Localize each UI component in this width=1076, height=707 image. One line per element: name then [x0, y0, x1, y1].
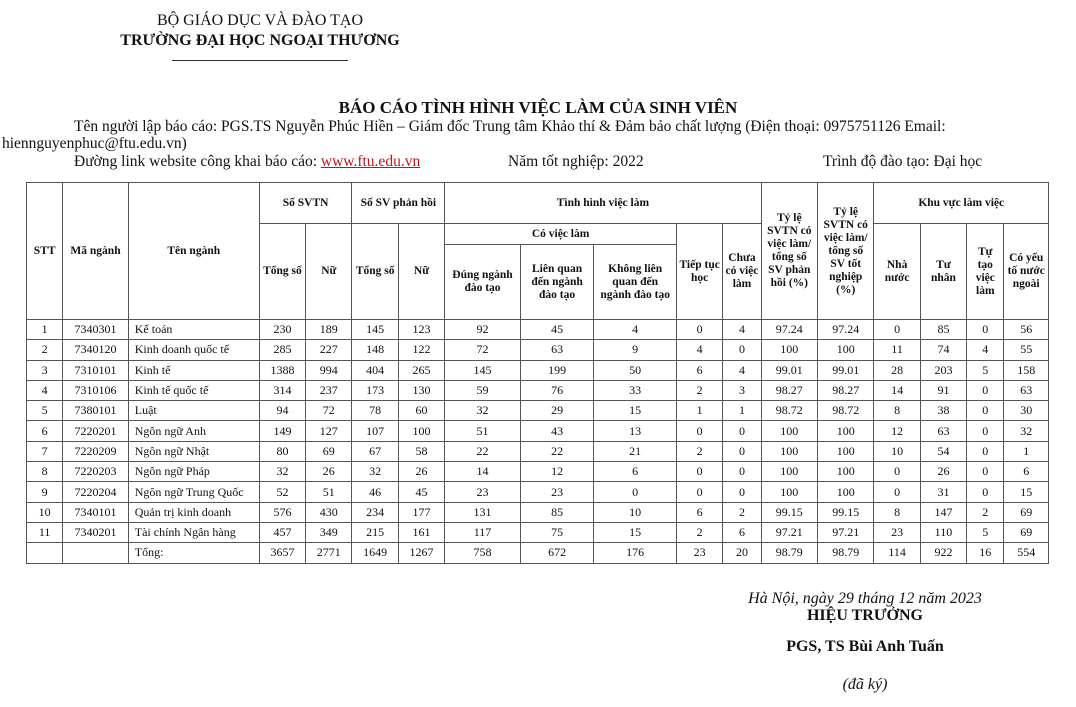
cell-in-field: 131 — [445, 502, 521, 522]
cell-graduates-female: 189 — [306, 320, 352, 340]
cell-further-study: 6 — [676, 502, 722, 522]
report-title: BÁO CÁO TÌNH HÌNH VIỆC LÀM CỦA SINH VIÊN — [338, 98, 738, 117]
cell-graduates-female: 994 — [306, 360, 352, 380]
cell-rate-responses: 100 — [761, 441, 817, 461]
cell-graduates-total: 52 — [259, 482, 305, 502]
cell-responses-female: 123 — [398, 320, 444, 340]
cell-related: 45 — [520, 320, 594, 340]
cell-responses-female: 58 — [398, 441, 444, 461]
cell-responses-female: 122 — [398, 340, 444, 360]
cell-unrelated: 50 — [594, 360, 677, 380]
cell-state: 0 — [874, 462, 920, 482]
col-state: Nhà nước — [874, 224, 920, 320]
cell-in-field: 117 — [445, 522, 521, 542]
cell-private: 74 — [920, 340, 966, 360]
cell-further-study: 0 — [676, 421, 722, 441]
cell-graduates-female: 72 — [306, 401, 352, 421]
cell-unrelated: 33 — [594, 380, 677, 400]
cell-unemployed: 4 — [723, 320, 761, 340]
cell-private: 54 — [920, 441, 966, 461]
cell-rate-responses: 97.24 — [761, 320, 817, 340]
cell-private: 31 — [920, 482, 966, 502]
col-group-employment: Tình hình việc làm — [445, 183, 761, 224]
cell-state: 114 — [874, 543, 920, 563]
cell-private: 85 — [920, 320, 966, 340]
cell-private: 922 — [920, 543, 966, 563]
website-link[interactable]: www.ftu.edu.vn — [320, 153, 421, 170]
cell-stt: 10 — [27, 502, 63, 522]
cell-unrelated: 21 — [594, 441, 677, 461]
cell-name: Ngôn ngữ Trung Quốc — [128, 482, 259, 502]
cell-code: 7380101 — [63, 401, 129, 421]
cell-further-study: 0 — [676, 482, 722, 502]
cell-self-employed: 0 — [967, 380, 1004, 400]
cell-foreign: 6 — [1004, 462, 1049, 482]
cell-unemployed: 0 — [723, 421, 761, 441]
cell-responses-female: 100 — [398, 421, 444, 441]
cell-name: Ngôn ngữ Pháp — [128, 462, 259, 482]
cell-stt — [27, 543, 63, 563]
cell-foreign: 69 — [1004, 522, 1049, 542]
cell-graduates-total: 80 — [259, 441, 305, 461]
cell-further-study: 6 — [676, 360, 722, 380]
cell-graduates-total: 1388 — [259, 360, 305, 380]
cell-name: Kinh doanh quốc tế — [128, 340, 259, 360]
cell-self-employed: 0 — [967, 482, 1004, 502]
cell-name: Tổng: — [128, 543, 259, 563]
cell-private: 63 — [920, 421, 966, 441]
col-unemployed: Chưa có việc làm — [723, 224, 761, 320]
cell-code: 7340301 — [63, 320, 129, 340]
col-graduates-female: Nữ — [306, 224, 352, 320]
cell-graduates-total: 576 — [259, 502, 305, 522]
cell-name: Kinh tế — [128, 360, 259, 380]
cell-further-study: 1 — [676, 401, 722, 421]
col-private: Tư nhân — [920, 224, 966, 320]
cell-rate-responses: 100 — [761, 482, 817, 502]
cell-self-employed: 0 — [967, 462, 1004, 482]
cell-rate-graduates: 97.21 — [818, 522, 874, 542]
cell-rate-graduates: 97.24 — [818, 320, 874, 340]
cell-in-field: 758 — [445, 543, 521, 563]
cell-graduates-total: 32 — [259, 462, 305, 482]
cell-code: 7340120 — [63, 340, 129, 360]
cell-state: 11 — [874, 340, 920, 360]
signature-role: HIỆU TRƯỞNG — [806, 607, 923, 624]
cell-in-field: 59 — [445, 380, 521, 400]
table-row — [27, 421, 1049, 441]
cell-rate-graduates: 100 — [818, 441, 874, 461]
cell-rate-graduates: 100 — [818, 421, 874, 441]
cell-further-study: 23 — [676, 543, 722, 563]
cell-code: 7220209 — [63, 441, 129, 461]
cell-unrelated: 176 — [594, 543, 677, 563]
table-row — [27, 380, 1049, 400]
cell-in-field: 145 — [445, 360, 521, 380]
cell-rate-graduates: 99.15 — [818, 502, 874, 522]
cell-rate-responses: 100 — [761, 340, 817, 360]
cell-self-employed: 0 — [967, 421, 1004, 441]
table-row — [27, 522, 1049, 542]
cell-stt: 3 — [27, 360, 63, 380]
cell-state: 23 — [874, 522, 920, 542]
table-row — [27, 441, 1049, 461]
cell-unrelated: 13 — [594, 421, 677, 441]
table-row — [27, 502, 1049, 522]
cell-related: 85 — [520, 502, 594, 522]
cell-in-field: 51 — [445, 421, 521, 441]
table-total-row — [27, 543, 1049, 563]
cell-related: 22 — [520, 441, 594, 461]
cell-stt: 6 — [27, 421, 63, 441]
cell-responses-total: 215 — [352, 522, 398, 542]
cell-graduates-female: 127 — [306, 421, 352, 441]
cell-private: 38 — [920, 401, 966, 421]
cell-code: 7310101 — [63, 360, 129, 380]
cell-unemployed: 1 — [723, 401, 761, 421]
cell-state: 12 — [874, 421, 920, 441]
cell-responses-total: 78 — [352, 401, 398, 421]
signature-name: PGS, TS Bùi Anh Tuấn — [786, 638, 944, 655]
cell-rate-responses: 99.15 — [761, 502, 817, 522]
cell-rate-graduates: 100 — [818, 462, 874, 482]
col-name: Tên ngành — [128, 183, 259, 320]
ministry-name: BỘ GIÁO DỤC VÀ ĐÀO TẠO — [156, 12, 364, 29]
cell-code: 7220203 — [63, 462, 129, 482]
cell-code: 7310106 — [63, 380, 129, 400]
cell-in-field: 23 — [445, 482, 521, 502]
cell-further-study: 2 — [676, 441, 722, 461]
cell-unemployed: 20 — [723, 543, 761, 563]
cell-related: 23 — [520, 482, 594, 502]
cell-unemployed: 3 — [723, 380, 761, 400]
cell-private: 147 — [920, 502, 966, 522]
cell-state: 14 — [874, 380, 920, 400]
cell-further-study: 2 — [676, 380, 722, 400]
col-related: Liên quan đến ngành đào tạo — [520, 245, 594, 320]
cell-code: 7340101 — [63, 502, 129, 522]
header-divider — [172, 60, 348, 61]
cell-related: 29 — [520, 401, 594, 421]
school-name: TRƯỜNG ĐẠI HỌC NGOẠI THƯƠNG — [120, 32, 400, 49]
cell-foreign: 554 — [1004, 543, 1049, 563]
cell-responses-total: 173 — [352, 380, 398, 400]
cell-graduates-female: 237 — [306, 380, 352, 400]
cell-self-employed: 4 — [967, 340, 1004, 360]
cell-further-study: 0 — [676, 462, 722, 482]
table-row — [27, 340, 1049, 360]
cell-state: 8 — [874, 502, 920, 522]
cell-unrelated: 15 — [594, 401, 677, 421]
cell-graduates-female: 430 — [306, 502, 352, 522]
cell-responses-female: 177 — [398, 502, 444, 522]
cell-self-employed: 0 — [967, 320, 1004, 340]
cell-graduates-total: 230 — [259, 320, 305, 340]
col-unrelated: Không liên quan đến ngành đào tạo — [594, 245, 677, 320]
col-further-study: Tiếp tục học — [676, 224, 722, 320]
cell-unemployed: 0 — [723, 462, 761, 482]
website-line — [74, 153, 420, 171]
cell-self-employed: 16 — [967, 543, 1004, 563]
cell-rate-responses: 98.79 — [761, 543, 817, 563]
col-group-sector: Khu vực làm việc — [874, 183, 1049, 224]
cell-unemployed: 2 — [723, 502, 761, 522]
cell-stt: 7 — [27, 441, 63, 461]
col-graduates-total: Tổng số — [259, 224, 305, 320]
cell-further-study: 2 — [676, 522, 722, 542]
cell-unrelated: 9 — [594, 340, 677, 360]
cell-responses-total: 67 — [352, 441, 398, 461]
cell-unrelated: 4 — [594, 320, 677, 340]
cell-graduates-female: 26 — [306, 462, 352, 482]
cell-rate-graduates: 98.27 — [818, 380, 874, 400]
cell-graduates-total: 149 — [259, 421, 305, 441]
col-stt: STT — [27, 183, 63, 320]
cell-graduates-total: 457 — [259, 522, 305, 542]
cell-stt: 4 — [27, 380, 63, 400]
cell-rate-graduates: 98.72 — [818, 401, 874, 421]
cell-stt: 2 — [27, 340, 63, 360]
cell-foreign: 15 — [1004, 482, 1049, 502]
cell-related: 63 — [520, 340, 594, 360]
cell-unemployed: 6 — [723, 522, 761, 542]
cell-responses-total: 234 — [352, 502, 398, 522]
table-row — [27, 401, 1049, 421]
table-row — [27, 482, 1049, 502]
report-author-email: hiennguyenphuc@ftu.edu.vn) — [2, 135, 187, 152]
cell-rate-graduates: 99.01 — [818, 360, 874, 380]
signature-date: Hà Nội, ngày 29 tháng 12 năm 2023 — [748, 590, 982, 607]
table-row — [27, 462, 1049, 482]
cell-unemployed: 0 — [723, 340, 761, 360]
cell-graduates-female: 51 — [306, 482, 352, 502]
col-group-employed: Có việc làm — [445, 224, 677, 245]
cell-rate-graduates: 98.79 — [818, 543, 874, 563]
cell-code — [63, 543, 129, 563]
signature-status: (đã ký) — [842, 676, 888, 693]
cell-related: 43 — [520, 421, 594, 441]
cell-graduates-total: 285 — [259, 340, 305, 360]
cell-self-employed: 0 — [967, 401, 1004, 421]
cell-foreign: 1 — [1004, 441, 1049, 461]
cell-rate-graduates: 100 — [818, 340, 874, 360]
cell-related: 199 — [520, 360, 594, 380]
cell-name: Ngôn ngữ Anh — [128, 421, 259, 441]
col-rate-responses: Tỷ lệ SVTN có việc làm/ tổng số SV phản hồi (%) — [761, 183, 817, 320]
cell-rate-responses: 100 — [761, 462, 817, 482]
cell-unrelated: 0 — [594, 482, 677, 502]
cell-related: 672 — [520, 543, 594, 563]
cell-graduates-female: 227 — [306, 340, 352, 360]
cell-unemployed: 0 — [723, 482, 761, 502]
col-rate-graduates: Tỷ lệ SVTN có việc làm/ tổng số SV tốt nghiệp (%) — [818, 183, 874, 320]
cell-stt: 9 — [27, 482, 63, 502]
cell-graduates-female: 2771 — [306, 543, 352, 563]
cell-state: 10 — [874, 441, 920, 461]
cell-rate-responses: 98.27 — [761, 380, 817, 400]
cell-related: 12 — [520, 462, 594, 482]
cell-stt: 11 — [27, 522, 63, 542]
cell-further-study: 0 — [676, 320, 722, 340]
cell-unrelated: 6 — [594, 462, 677, 482]
cell-responses-female: 1267 — [398, 543, 444, 563]
cell-rate-responses: 97.21 — [761, 522, 817, 542]
website-label: Đường link website công khai báo cáo: — [74, 153, 321, 170]
cell-graduates-total: 3657 — [259, 543, 305, 563]
cell-rate-responses: 98.72 — [761, 401, 817, 421]
cell-responses-female: 45 — [398, 482, 444, 502]
cell-foreign: 63 — [1004, 380, 1049, 400]
col-foreign: Có yếu tố nước ngoài — [1004, 224, 1049, 320]
cell-rate-responses: 100 — [761, 421, 817, 441]
cell-name: Luật — [128, 401, 259, 421]
cell-foreign: 158 — [1004, 360, 1049, 380]
employment-report-table — [26, 182, 1049, 564]
cell-further-study: 4 — [676, 340, 722, 360]
col-code: Mã ngành — [63, 183, 129, 320]
cell-stt: 5 — [27, 401, 63, 421]
cell-foreign: 55 — [1004, 340, 1049, 360]
col-group-responses: Số SV phản hồi — [352, 183, 445, 224]
cell-in-field: 22 — [445, 441, 521, 461]
cell-rate-responses: 99.01 — [761, 360, 817, 380]
cell-responses-total: 145 — [352, 320, 398, 340]
cell-private: 26 — [920, 462, 966, 482]
graduation-year: Năm tốt nghiệp: 2022 — [508, 153, 644, 170]
cell-private: 91 — [920, 380, 966, 400]
cell-graduates-total: 314 — [259, 380, 305, 400]
cell-state: 28 — [874, 360, 920, 380]
table-row — [27, 320, 1049, 340]
cell-graduates-female: 349 — [306, 522, 352, 542]
cell-self-employed: 2 — [967, 502, 1004, 522]
cell-code: 7220204 — [63, 482, 129, 502]
cell-stt: 8 — [27, 462, 63, 482]
cell-foreign: 30 — [1004, 401, 1049, 421]
cell-name: Kế toán — [128, 320, 259, 340]
cell-name: Quản trị kinh doanh — [128, 502, 259, 522]
cell-responses-total: 1649 — [352, 543, 398, 563]
cell-unrelated: 10 — [594, 502, 677, 522]
cell-unrelated: 15 — [594, 522, 677, 542]
cell-responses-female: 161 — [398, 522, 444, 542]
training-level: Trình độ đào tạo: Đại học — [823, 153, 983, 170]
cell-responses-total: 148 — [352, 340, 398, 360]
cell-responses-female: 26 — [398, 462, 444, 482]
cell-stt: 1 — [27, 320, 63, 340]
col-self-employed: Tự tạo việc làm — [967, 224, 1004, 320]
cell-state: 8 — [874, 401, 920, 421]
cell-code: 7340201 — [63, 522, 129, 542]
cell-related: 76 — [520, 380, 594, 400]
col-responses-female: Nữ — [398, 224, 444, 320]
col-responses-total: Tổng số — [352, 224, 398, 320]
cell-unemployed: 4 — [723, 360, 761, 380]
cell-self-employed: 5 — [967, 360, 1004, 380]
cell-rate-graduates: 100 — [818, 482, 874, 502]
cell-foreign: 32 — [1004, 421, 1049, 441]
cell-private: 203 — [920, 360, 966, 380]
cell-name: Kinh tế quốc tế — [128, 380, 259, 400]
col-in-field: Đúng ngành đào tạo — [445, 245, 521, 320]
cell-in-field: 14 — [445, 462, 521, 482]
cell-responses-total: 107 — [352, 421, 398, 441]
cell-in-field: 92 — [445, 320, 521, 340]
cell-responses-female: 130 — [398, 380, 444, 400]
cell-responses-total: 46 — [352, 482, 398, 502]
cell-responses-total: 404 — [352, 360, 398, 380]
cell-state: 0 — [874, 320, 920, 340]
cell-in-field: 72 — [445, 340, 521, 360]
cell-in-field: 32 — [445, 401, 521, 421]
cell-name: Tài chính Ngân hàng — [128, 522, 259, 542]
table-row — [27, 360, 1049, 380]
cell-foreign: 56 — [1004, 320, 1049, 340]
cell-responses-total: 32 — [352, 462, 398, 482]
cell-responses-female: 60 — [398, 401, 444, 421]
cell-responses-female: 265 — [398, 360, 444, 380]
col-group-graduates: Số SVTN — [259, 183, 352, 224]
cell-name: Ngôn ngữ Nhật — [128, 441, 259, 461]
cell-graduates-female: 69 — [306, 441, 352, 461]
cell-related: 75 — [520, 522, 594, 542]
report-author: Tên người lập báo cáo: PGS.TS Nguyễn Phúc Hiền – Giám đốc Trung tâm Khảo thí & Đảm bảo chất lượng (Điện thoại: 0975751126 Email: — [74, 118, 946, 135]
cell-private: 110 — [920, 522, 966, 542]
table-body — [27, 320, 1049, 564]
cell-code: 7220201 — [63, 421, 129, 441]
cell-graduates-total: 94 — [259, 401, 305, 421]
cell-self-employed: 5 — [967, 522, 1004, 542]
cell-foreign: 69 — [1004, 502, 1049, 522]
cell-unemployed: 0 — [723, 441, 761, 461]
cell-state: 0 — [874, 482, 920, 502]
cell-self-employed: 0 — [967, 441, 1004, 461]
